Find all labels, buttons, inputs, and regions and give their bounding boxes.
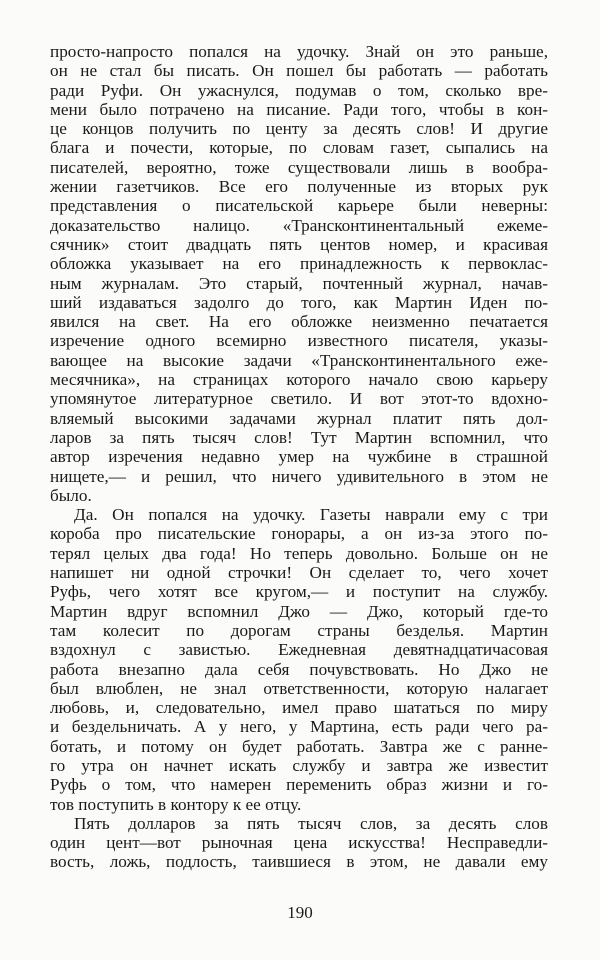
text-line: месячника», на страницах которого начало свою карьеру — [50, 370, 548, 390]
paragraph — [50, 42, 548, 505]
text-line: нищете,— и решил, что ничего удивительного в этом не — [50, 466, 548, 486]
text-line: автор изречения недавно умер на чужбине в страшной — [50, 447, 548, 467]
text-line: блага и почести, которые, по словам газет, сыпались на — [50, 138, 548, 158]
text-line: работа внезапно дала себя почувствовать. Но Джо не — [50, 659, 548, 679]
text-line: доказательство налицо. «Трансконтинентальный ежеме- — [50, 215, 548, 235]
text-line: явился на свет. На его обложке неизменно печатается — [50, 312, 548, 332]
text-line: тов поступить в контору к ее отцу. — [50, 794, 302, 814]
text-line: изречение одного всемирно известного писателя, указы- — [50, 331, 548, 351]
text-line: го утра он начнет искать службу и завтра же известит — [50, 755, 548, 775]
text-line: вляемый высокими задачами журнал платит пять дол- — [50, 408, 548, 428]
text-line: вость, ложь, подлость, таившиеся в этом, не давали ему — [50, 852, 548, 872]
text-line: Пять долларов за пять тысяч слов, за десять слов — [74, 813, 548, 833]
text-line: любовь, и, следовательно, имел право шататься по миру — [50, 698, 548, 718]
text-line: ради Руфи. Он ужаснулся, подумав о том, сколько вре- — [50, 80, 548, 100]
text-line: ботать, и потому он будет работать. Завтра же с ранне- — [50, 736, 548, 756]
text-line: было. — [50, 485, 92, 505]
text-line: жении газетчиков. Все его полученные из вторых рук — [50, 177, 548, 197]
text-line: представления о писательской карьере были неверны: — [50, 196, 548, 216]
text-line: ным журналам. Это старый, почтенный журнал, начав- — [50, 273, 548, 293]
text-line: просто-напросто попался на удочку. Знай он это раньше, — [50, 42, 548, 61]
page-number: 190 — [287, 903, 313, 922]
text-line: це концов получить по центу за десять слов! И другие — [50, 119, 548, 139]
text-line: вздохнул с завистью. Ежедневная девятнадцатичасовая — [50, 640, 548, 660]
text-line: ший издаваться задолго до того, как Мартин Иден по- — [50, 292, 548, 312]
text-line: короба про писательские гонорары, а он из-за этого по- — [50, 524, 548, 544]
text-line: ларов за пять тысяч слов! Тут Мартин вспомнил, что — [50, 427, 548, 447]
text-line: обложка указывает на его принадлежность к первоклас- — [50, 254, 548, 274]
paragraph — [50, 505, 548, 814]
text-line: он не стал бы писать. Он пошел бы работать — работать — [50, 61, 548, 81]
text-line: напишет ни одной строчки! Он сделает то, чего хочет — [50, 563, 548, 583]
page-text — [50, 42, 548, 872]
text-line: был влюблен, не знал ответственности, которую налагает — [50, 678, 548, 698]
paragraph — [50, 814, 548, 872]
text-line: упомянутое литературное светило. И вот этот-то вдохно- — [50, 389, 548, 409]
text-line: и бездельничать. А у него, у Мартина, есть ради чего ра- — [50, 717, 548, 737]
text-line: терял целых два года! Но теперь довольно. Больше он не — [50, 543, 548, 563]
text-line: там колесит по дорогам страны безделья. Мартин — [50, 620, 548, 640]
text-line: вающее на высокие задачи «Трансконтинентального еже- — [50, 350, 548, 370]
text-line: мени было потрачено на писание. Ради того, чтобы в кон- — [50, 99, 548, 119]
text-line: Да. Он попался на удочку. Газеты наврали ему с три — [74, 505, 548, 525]
text-line: писателей, вероятно, тоже существовали лишь в вообра- — [50, 157, 548, 177]
text-line: Мартин вдруг вспомнил Джо — Джо, который где-то — [50, 601, 548, 621]
text-line: сячник» стоит двадцать пять центов номер, и красивая — [50, 234, 548, 254]
text-line: Руфь, чего хотят все кругом,— и поступит на службу. — [50, 582, 548, 602]
text-line: один цент—вот рыночная цена искусства! Несправедли- — [50, 833, 548, 853]
text-line: Руфь о том, что намерен переменить образ жизни и го- — [50, 775, 548, 795]
